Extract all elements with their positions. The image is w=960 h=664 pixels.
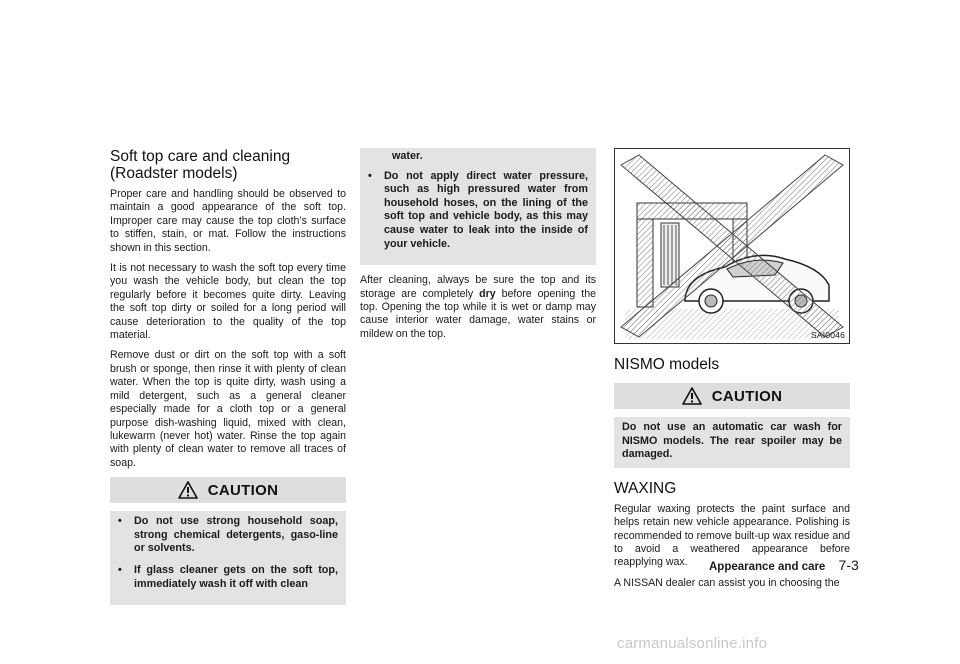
section-heading-soft-top: Soft top care and cleaning (Roadster models): [110, 148, 291, 182]
paragraph: A NISSAN dealer can assist you in choosing the: [614, 576, 840, 589]
caution-title: CAUTION: [207, 481, 279, 499]
paragraph: Regular waxing protects the paint surface and helps retain new vehicle appearance. Polishing is recommended to remove built-up wax residue and to avoid a weathered appearance before reapplying wax.: [614, 502, 850, 569]
section-heading-nismo: NISMO models: [614, 356, 720, 373]
figure-label: SAI0046: [810, 330, 845, 340]
paragraph: Proper care and handling should be observed to maintain a good appearance of the soft top. Improper care may cause the top cloth’s surface to stiffen, stain, or mat. Follow the instructions shown in this section.: [110, 188, 346, 254]
column-2: [360, 148, 596, 348]
caution-bullet: [368, 170, 588, 252]
bullet-icon: •: [368, 169, 372, 182]
car-wash-prohibited-illustration: [615, 149, 849, 343]
caution-bullet-text: Do not use strong household soap, strong chemical detergents, gaso-line or solvents.: [134, 515, 338, 555]
caution-bullet: [118, 515, 338, 556]
nismo-caution-text: Do not use an automatic car wash for NISMO models. The rear spoiler may be damaged.: [622, 421, 842, 461]
caution-continued-text: water.: [392, 150, 423, 162]
caution-header: [614, 383, 850, 409]
caution-box-continued: [360, 148, 596, 265]
page-number: 7-3: [838, 557, 859, 573]
column-3: [614, 148, 850, 597]
caution-box: [110, 511, 346, 605]
caution-title: CAUTION: [711, 387, 783, 405]
watermark: carmanualsonline.info: [617, 635, 768, 652]
after-cleaning-paragraph: [360, 274, 596, 341]
section-heading-waxing: WAXING: [614, 479, 677, 497]
caution-bullet-text: If glass cleaner gets on the soft top, immediately wash it off with clean: [134, 563, 338, 590]
caution-box: [614, 417, 850, 468]
warning-triangle-icon: [682, 387, 702, 405]
caution-bullet-text: Do not apply direct water pressure, such as high pressured water from household hoses, on the lining of the soft top and vehicle body, as this may cause water to leak into the inside of your vehicle.: [384, 169, 588, 250]
caution-header: [110, 477, 346, 503]
paragraph: Remove dust or dirt on the soft top with a soft brush or sponge, then rinse it with plenty of clean water. When the top is quite dirty, wash using a mild detergent, such as a general cleaner especially made for a cloth top or a general purpose dish-washing liquid, mixed with clean, lukewarm (never hot) water. Rinse the top again with plenty of clean water to remove all traces of soap.: [110, 349, 346, 469]
bullet-icon: •: [118, 563, 122, 576]
paragraph: It is not necessary to wash the soft top every time you wash the vehicle body, but clean the top regularly before it becomes quite dirty. Leaving the soft top dirty or soiled for a long period will cause deterioration to the quality of the top material.: [110, 262, 346, 342]
caution-bullet: [118, 564, 338, 591]
bullet-icon: •: [118, 515, 122, 528]
footer-section-title: Appearance and care: [709, 561, 826, 573]
after-cleaning-text-1: After cleaning, always be sure the top and its storage are completely: [360, 274, 596, 300]
after-cleaning-bold: dry: [479, 287, 496, 300]
warning-triangle-icon: [178, 481, 198, 499]
column-1: [110, 148, 346, 605]
page-footer: [709, 557, 859, 573]
after-cleaning-text-2: before opening the top. Opening the top while it is wet or damp may cause interior water damage, water stains or mildew on the top.: [360, 287, 596, 340]
car-wash-illustration: [614, 148, 850, 344]
